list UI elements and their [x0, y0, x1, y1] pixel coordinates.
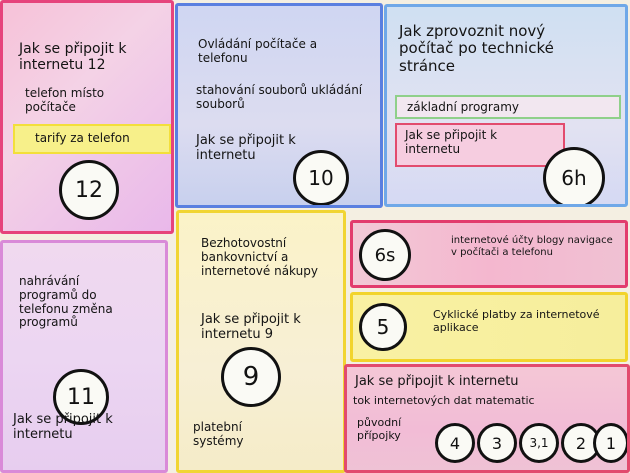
card-11	[0, 240, 168, 473]
number-2: 2	[561, 423, 601, 463]
card-10	[175, 3, 383, 208]
card-6h-title: Jak zprovoznit nový počítač po technické stránce	[399, 22, 554, 75]
card-1-4-foot: původní přípojky	[357, 416, 402, 442]
card-11-number: 11	[53, 369, 109, 425]
card-6h-item2-label: Jak se připojit k internetu	[405, 128, 498, 156]
card-6h-item1-label: základní programy	[407, 100, 519, 114]
card-5-text: Cyklické platby za internetové aplikace	[433, 308, 600, 334]
card-6h-item2	[395, 123, 565, 167]
card-10-line2: stahování souborů ukládání souborů	[196, 83, 363, 111]
card-12-highlight-label: tarify za telefon	[35, 131, 130, 145]
card-5	[350, 292, 628, 362]
card-9	[176, 210, 346, 473]
card-10-number: 10	[293, 150, 349, 206]
card-11-text: nahrávání programů do telefonu změna programů	[19, 274, 113, 330]
card-12-highlight	[13, 124, 171, 154]
card-12-number: 12	[59, 160, 119, 220]
card-12-sub: telefon místo počítače	[25, 86, 105, 114]
number-1: 1	[593, 423, 629, 463]
card-6h-number: 6h	[543, 147, 605, 207]
card-9-number: 9	[221, 347, 281, 407]
number-3-1: 3,1	[519, 423, 559, 463]
card-5-number: 5	[359, 303, 407, 351]
card-6s-number: 6s	[359, 229, 411, 281]
card-11-footer: Jak se připojit k internetu	[13, 412, 113, 442]
card-6h	[384, 4, 628, 207]
card-1-4-title: Jak se připojit k internetu	[355, 374, 519, 389]
card-6h-item1	[395, 95, 621, 119]
card-10-line1: Ovládání počítače a telefonu	[198, 37, 318, 65]
card-9-title: Bezhotovostní bankovnictví a internetové nákupy	[201, 236, 318, 278]
card-1-4	[344, 364, 630, 473]
card-9-footer: platební systémy	[193, 420, 244, 448]
card-1-4-sub: tok internetových dat matematic	[353, 394, 535, 407]
card-6s	[350, 220, 628, 288]
number-4: 4	[435, 423, 475, 463]
card-12-title: Jak se připojit k internetu 12	[19, 41, 127, 74]
card-6s-text: internetové účty blogy navigace v počítači a telefonu	[451, 235, 613, 258]
card-9-sub: Jak se připojit k internetu 9	[201, 312, 301, 342]
card-12	[0, 0, 174, 234]
card-10-line3: Jak se připojit k internetu	[196, 133, 296, 163]
number-3: 3	[477, 423, 517, 463]
